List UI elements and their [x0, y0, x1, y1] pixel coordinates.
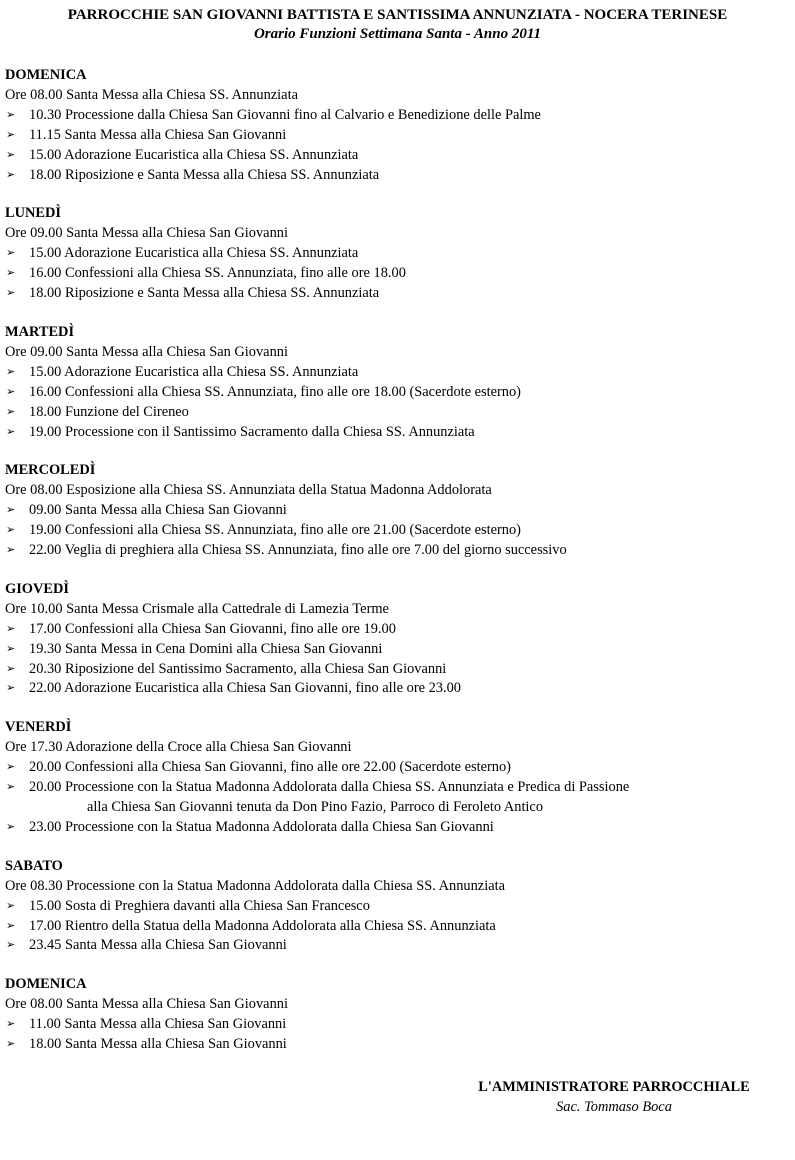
arrowhead-bullet-icon: ➢ [6, 425, 16, 438]
list-item [5, 264, 790, 284]
list-item [5, 936, 790, 956]
arrowhead-bullet-icon: ➢ [6, 662, 16, 675]
arrowhead-bullet-icon: ➢ [6, 544, 16, 557]
event-text: 15.00 Adorazione Eucaristica alla Chiesa SS. Annunziata [29, 363, 359, 380]
list-item [5, 146, 790, 166]
arrowhead-bullet-icon: ➢ [6, 682, 16, 695]
day-heading: SABATO [5, 857, 63, 874]
day-section [5, 323, 790, 442]
signature-block [444, 1078, 784, 1118]
event-text: 18.00 Santa Messa alla Chiesa San Giovanni [29, 1036, 287, 1053]
list-item [5, 521, 790, 541]
list-item [5, 166, 790, 186]
first-event: Ore 10.00 Santa Messa Crismale alla Cattedrale di Lamezia Terme [5, 600, 389, 617]
arrowhead-bullet-icon: ➢ [6, 622, 16, 635]
arrowhead-bullet-icon: ➢ [6, 247, 16, 260]
arrowhead-bullet-icon: ➢ [6, 524, 16, 537]
arrowhead-bullet-icon: ➢ [6, 405, 16, 418]
event-text: 19.00 Processione con il Santissimo Sacramento dalla Chiesa SS. Annunziata [29, 423, 475, 440]
arrowhead-bullet-icon: ➢ [6, 267, 16, 280]
event-text: 09.00 Santa Messa alla Chiesa San Giovanni [29, 502, 287, 519]
event-text-continuation: alla Chiesa San Giovanni tenuta da Don Pino Fazio, Parroco di Feroleto Antico [87, 799, 544, 815]
event-list [5, 1015, 790, 1055]
list-item [5, 917, 790, 937]
list-item [5, 897, 790, 917]
list-item [5, 501, 790, 521]
schedule-sections [5, 66, 790, 1074]
list-item [5, 363, 790, 383]
event-list [5, 501, 790, 561]
arrowhead-bullet-icon: ➢ [6, 168, 16, 181]
event-list [5, 106, 790, 186]
list-item [5, 818, 790, 838]
day-heading: DOMENICA [5, 976, 87, 993]
signature-title: L'AMMINISTRATORE PARROCCHIALE [478, 1079, 750, 1095]
event-text: 18.00 Funzione del Cireneo [29, 403, 189, 420]
event-text: 23.45 Santa Messa alla Chiesa San Giovanni [29, 937, 287, 954]
arrowhead-bullet-icon: ➢ [6, 385, 16, 398]
event-text: 11.15 Santa Messa alla Chiesa San Giovanni [29, 126, 287, 143]
event-text: 16.00 Confessioni alla Chiesa SS. Annunziata, fino alle ore 18.00 (Sacerdote esterno) [29, 383, 521, 400]
list-item [5, 778, 790, 818]
day-section [5, 461, 790, 561]
event-text: 15.00 Adorazione Eucaristica alla Chiesa SS. Annunziata [29, 245, 359, 262]
arrowhead-bullet-icon: ➢ [6, 919, 16, 932]
list-item [5, 758, 790, 778]
arrowhead-bullet-icon: ➢ [6, 504, 16, 517]
first-event: Ore 08.30 Processione con la Statua Madonna Addolorata dalla Chiesa SS. Annunziata [5, 877, 505, 894]
first-event: Ore 08.00 Santa Messa alla Chiesa SS. Annunziata [5, 86, 298, 103]
event-list [5, 758, 790, 838]
arrowhead-bullet-icon: ➢ [6, 642, 16, 655]
day-section [5, 580, 790, 699]
list-item [5, 106, 790, 126]
event-list [5, 244, 790, 304]
event-text: 16.00 Confessioni alla Chiesa SS. Annunziata, fino alle ore 18.00 [29, 265, 406, 282]
day-section [5, 66, 790, 185]
event-text: 15.00 Sosta di Preghiera davanti alla Chiesa San Francesco [29, 897, 370, 914]
event-text: 22.00 Adorazione Eucaristica alla Chiesa San Giovanni, fino alle ore 23.00 [29, 680, 461, 697]
list-item [5, 403, 790, 423]
day-heading: VENERDÌ [5, 719, 72, 736]
list-item [5, 284, 790, 304]
document-subtitle: Orario Funzioni Settimana Santa - Anno 2011 [253, 26, 542, 42]
event-list [5, 620, 790, 700]
list-item [5, 383, 790, 403]
arrowhead-bullet-icon: ➢ [6, 128, 16, 141]
day-section [5, 204, 790, 304]
event-text: 18.00 Riposizione e Santa Messa alla Chiesa SS. Annunziata [29, 285, 380, 302]
arrowhead-bullet-icon: ➢ [6, 820, 16, 833]
event-list [5, 897, 790, 957]
arrowhead-bullet-icon: ➢ [6, 287, 16, 300]
day-heading: MARTEDÌ [5, 323, 75, 340]
arrowhead-bullet-icon: ➢ [6, 108, 16, 121]
event-text: 10.30 Processione dalla Chiesa San Giovanni fino al Calvario e Benedizione delle Palme [29, 106, 541, 123]
event-text: 15.00 Adorazione Eucaristica alla Chiesa SS. Annunziata [29, 146, 359, 163]
list-item [5, 679, 790, 699]
first-event: Ore 08.00 Santa Messa alla Chiesa San Giovanni [5, 996, 288, 1013]
day-section [5, 857, 790, 957]
event-text: 19.00 Confessioni alla Chiesa SS. Annunziata, fino alle ore 21.00 (Sacerdote esterno) [29, 522, 521, 539]
document-title: PARROCCHIE SAN GIOVANNI BATTISTA E SANTISSIMA ANNUNZIATA - NOCERA TERINESE [67, 7, 728, 23]
arrowhead-bullet-icon: ➢ [6, 1038, 16, 1051]
list-item [5, 244, 790, 264]
event-text: 20.00 Processione con la Statua Madonna Addolorata dalla Chiesa SS. Annunziata e Predica di Passione [29, 779, 630, 796]
arrowhead-bullet-icon: ➢ [6, 1018, 16, 1031]
event-text: 17.00 Rientro della Statua della Madonna Addolorata alla Chiesa SS. Annunziata [29, 917, 496, 934]
event-text: 22.00 Veglia di preghiera alla Chiesa SS. Annunziata, fino alle ore 7.00 del giorno successivo [29, 542, 567, 559]
list-item [5, 640, 790, 660]
day-heading: GIOVEDÌ [5, 580, 69, 597]
list-item [5, 1015, 790, 1035]
arrowhead-bullet-icon: ➢ [6, 761, 16, 774]
first-event: Ore 09.00 Santa Messa alla Chiesa San Giovanni [5, 343, 288, 360]
arrowhead-bullet-icon: ➢ [6, 365, 16, 378]
list-item [5, 620, 790, 640]
event-text: 20.30 Riposizione del Santissimo Sacramento, alla Chiesa San Giovanni [29, 660, 447, 677]
event-text: 11.00 Santa Messa alla Chiesa San Giovanni [29, 1016, 287, 1033]
event-text: 17.00 Confessioni alla Chiesa San Giovanni, fino alle ore 19.00 [29, 620, 396, 637]
day-heading: MERCOLEDÌ [5, 462, 96, 479]
event-text: 19.30 Santa Messa in Cena Domini alla Chiesa San Giovanni [29, 640, 383, 657]
first-event: Ore 09.00 Santa Messa alla Chiesa San Giovanni [5, 225, 288, 242]
event-text: 20.00 Confessioni alla Chiesa San Giovanni, fino alle ore 22.00 (Sacerdote esterno) [29, 759, 511, 776]
event-list [5, 363, 790, 443]
arrowhead-bullet-icon: ➢ [6, 148, 16, 161]
event-text: 18.00 Riposizione e Santa Messa alla Chiesa SS. Annunziata [29, 166, 380, 183]
list-item [5, 126, 790, 146]
arrowhead-bullet-icon: ➢ [6, 899, 16, 912]
list-item [5, 541, 790, 561]
signature-name: Sac. Tommaso Boca [556, 1098, 672, 1115]
first-event: Ore 08.00 Esposizione alla Chiesa SS. Annunziata della Statua Madonna Addolorata [5, 482, 492, 499]
arrowhead-bullet-icon: ➢ [6, 939, 16, 952]
day-section [5, 975, 790, 1055]
list-item [5, 423, 790, 443]
day-heading: DOMENICA [5, 67, 87, 83]
list-item [5, 660, 790, 680]
first-event: Ore 17.30 Adorazione della Croce alla Chiesa San Giovanni [5, 739, 352, 756]
list-item [5, 1035, 790, 1055]
day-section [5, 718, 790, 837]
day-heading: LUNEDÌ [5, 205, 61, 222]
arrowhead-bullet-icon: ➢ [6, 781, 16, 794]
event-text: 23.00 Processione con la Statua Madonna Addolorata dalla Chiesa San Giovanni [29, 818, 494, 835]
